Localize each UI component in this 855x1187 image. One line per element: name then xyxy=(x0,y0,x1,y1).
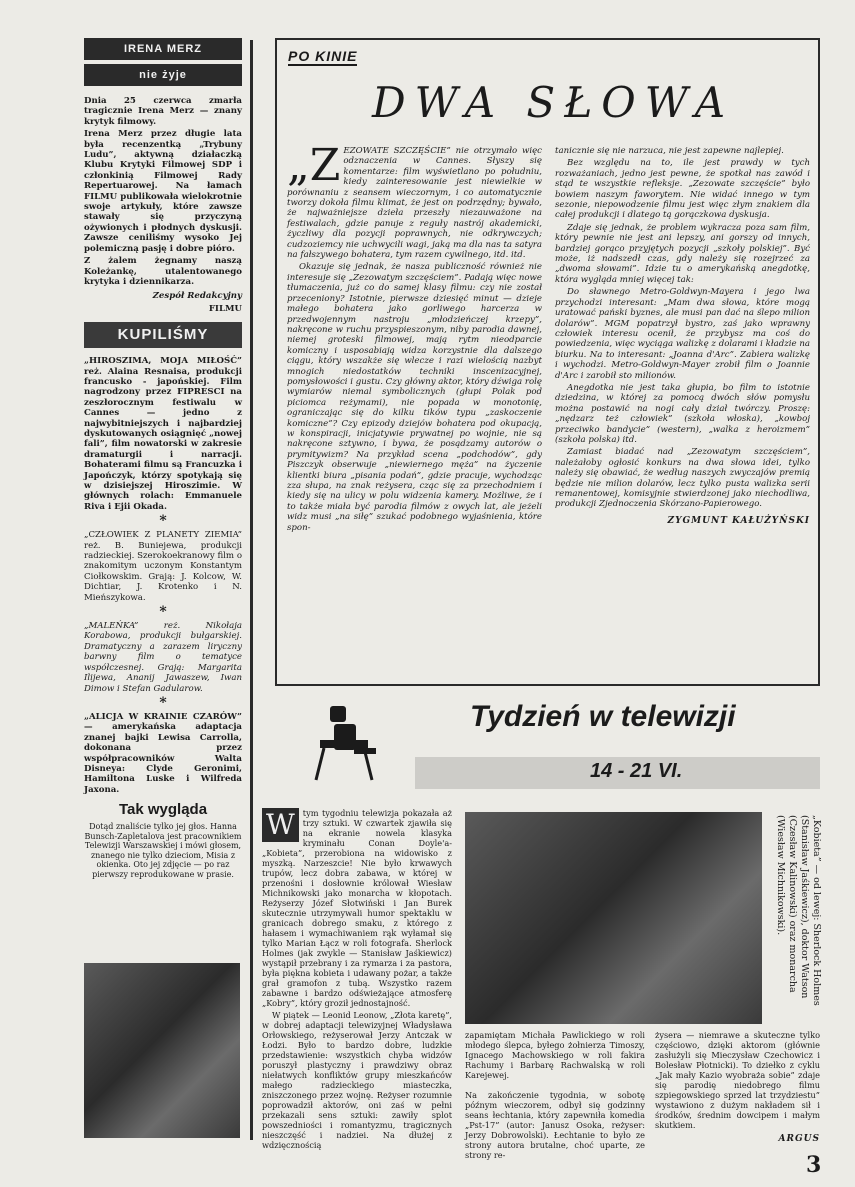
kupilismy-item-1: „HIROSZIMA, MOJA MIŁOŚĆ” reż. Alaina Resnaisa, produkcji francusko - japońskiej. Film nagrodzony przez FIPRESCI na zeszłorocznym festiwalu w Cannes — jedno z najwybitniejszych i najbardziej dyskutowanych osiągnięć „nowej fali”, film nowatorski w zakresie dramaturgii i narracji. Bohaterami filmu są Francuzka i Japończyk, którzy spotykają się w dzisiejszej Hiroszimie. W głównych rolach: Emmanuele Riva i Ejii Okada. xyxy=(84,356,242,512)
irena-subheading: nie żyje xyxy=(84,64,242,86)
article-paragraph xyxy=(287,140,542,261)
irena-sign-1: Zespół Redakcyjny xyxy=(152,291,242,302)
left-column xyxy=(84,38,242,881)
page-number: 3 xyxy=(806,1152,822,1178)
article-kicker: PO KINIE xyxy=(288,48,358,64)
tv-title: Tydzień w telewizji xyxy=(470,700,736,733)
article-col-2 xyxy=(555,146,810,526)
article-paragraph: tanicznie się nie narzuca, nie jest zapewne najlepiej. xyxy=(555,146,784,156)
kupilismy-item-3: „MALEŃKA” reż. Nikołaja Korabowa, produkcji bułgarskiej. Dramatyczny a zarazem liryczny barwny film o tematyce współczesnej. Grają: Margarita Ilijewa, Ananij Jawaszew, Iwan Dimow i Stefan Gadularow. xyxy=(84,621,242,694)
irena-paragraph-2: Irena Merz przez długie lata była recenzentką „Trybuny Ludu”, aktywną działaczką Klubu Krytyki Filmowej SDP i członkinią Filmowej Rady Repertuarowej. Na łamach FILMU publikowała wielokrotnie swoje artykuły, które zawsze stawały się przyczyną ożywionych i płodnych dyskusji. Zawsze ceniliśmy wysoko Jej polemiczną pasję i dobre pióro. xyxy=(84,129,242,254)
kupilismy-heading: KUPILIŚMY xyxy=(84,322,242,348)
tv-paragraph: zapamiętam Michała Pawlickiego w roli młodego ślepca, byłego żołnierza Timoszy, Ignacego Machowskiego w roli fakira Rachumy i Barbarę Rachwalską w roli Karejewej. Na zakończenie tygodnia, w sobotę późnym wieczorem, odbył się godzinny seans łechtania, który zapewniła komedia „Pst-17” (autor: Janusz Osoka, reżyser: Jerzy Dobrowolski). Łechtanie to było ze strony autora brutalne, choć uparte, ze strony re- xyxy=(465,1030,645,1160)
irena-sign-2: FILMU xyxy=(208,303,242,314)
article-paragraph: Zamiast biadać nad „Zezowatym szczęściem”, należałoby ogłosić konkurs na dwa słowa idei, tylko należy się obawiać, że według naszych zwyczajów premią będzie nie milion dolarów, lecz tylko pusta walizka serii remanentowej, komisyjnie stwierdzonej jako niechodliwa, produkcji Zjednoczenia Skórzano-Papierowego. xyxy=(555,447,810,510)
kupilismy-item-4: „ALICJA W KRAINIE CZARÓW” — amerykańska adaptacja znanej bajki Lewisa Carrolla, dokonana przez współpracowników Walta Disneya: Clyde Geronimi, Hamiltona Luske i Wilfreda Jaxona. xyxy=(84,711,242,795)
tv-signature: ARGUS xyxy=(778,1134,820,1144)
article-paragraph: Anegdotka nie jest taka głupia, bo film to istotnie dziedzina, w której za pomocą dwóch słów pomysłu można postawić na nogi cały dział twórczy. Proszę: „nędzarz też człowiek” (szkoła włoska), „kowboj przeciwko bandycie” (western), „walka z heroizmem” (szkoła polska) itd. xyxy=(555,382,810,445)
article-paragraph: Bez względu na to, ile jest prawdy w tych rozważaniach, jedno jest pewne, że spotkał nas zawód i stąd te wszystkie refleksje. „Zezowate szczęście” było bowiem naszym faworytem. Nie widać innego w tym sezonie, niepowodzenie filmu jest więc złym znakiem dla całej produkcji i dlatego tą gorączkowa dyskusja. xyxy=(555,158,810,221)
irena-paragraph-3: Z żalem żegnamy naszą Koleżankę, utalentowanego krytyka i dziennikarza. xyxy=(84,256,242,287)
column-separator xyxy=(250,40,253,1140)
article-title: DWA SŁOWA xyxy=(372,78,735,127)
article-author: ZYGMUNT KAŁUŻYŃSKI xyxy=(667,515,810,526)
star-separator: * xyxy=(159,513,167,530)
tv-paragraph: żysera — niemrawe a skuteczne tylko częściowo, dzięki aktorom (głównie zasłużyli się Mieczysław Czechowicz i Bolesław Płotnicki). To dziełko z cyklu „Jak mały Kazio wyobraża sobie” zdaje się parodię niedobrego filmu szpiegowskiego sprzed lat trzydziestu” wystawiono z dużym nakładem sił i środków, średnim dowcipem i małym skutkiem. xyxy=(655,1030,820,1130)
tv-paragraph xyxy=(262,808,452,1008)
article-paragraph: Do sławnego Metro-Goldwyn-Mayera i jego lwa przychodzi interesant: „Mam dwa słowa, które mogą uratować pański byznes, ale musi pan dać na ślepo milion dolarów”. MGM popatrzył bystro, zaś jako wprawny człowiek interesu ocenił, że przybysz ma coś do powiedzenia, więc wyciąga walizkę z dolarami i kładzie na biurku. Na to interesant: „Joanna d'Arc”. Zabiera walizkę i wychodzi. Metro-Goldwyn-Mayer zrobił film o Joannie d'Arc i zarobił sto milionów. xyxy=(555,287,810,381)
article-text: EZOWATE SZCZĘŚCIE” nie otrzymało więc odznaczenia w Cannes. Słyszy się komentarze: film wyświetlano po południu, kiedy zainteresowanie jest niewielkie w porównaniu z seansem wieczornym, i co automatycznie tworzy dokoła filmu klimat, że jest on podrzędny; bywało, że najważniejsze dzieła przeszły niezauważone na festiwalach, gdzie panuje z reguły nastrój akademicki, życzliwy dla pozycji poprawnych, nie odkrywczych; cudzoziemcy nie uchwycili wagi, jaką ma dla nas ta satyra na fałszywego bohatera, tym razem cywilnego, itd. itd. xyxy=(287,146,542,261)
tv-viewer-icon xyxy=(310,700,390,785)
tv-col-2 xyxy=(465,1030,645,1162)
article-paragraph: Zdaje się jednak, że problem wykracza poza sam film, który pewnie nie jest ani lepszy, ani gorszy od innych, bardziej gorąco przyjętych pozycji „szkoły polskiej”. Być może, iż nadszedł czas, gdy należy się rozejrzeć za „dwoma słowami”. Idzie tu o amerykańską anegdotkę, która wygląda mniej więcej tak: xyxy=(555,222,810,285)
article-paragraph: Okazuje się jednak, że nasza publiczność również nie interesuje się „Zezowatym szczęściem”. Padają więc nowe tłumaczenia, już co do samej klasy filmu: czy nie został przeceniony? Istotnie, pierwsze dziesięć minut — dzieje małego bohatera jako gorliwego harcerza w przedwojennym nastroju „młodzieńczej krzepy”, nakręcone w ruchu przyspieszonym, niby parodia dawnej, niemej groteski filmowej, mają rytm nieodparcie komiczny i usposabiają widza korzystnie dla dalszego ciągu, który wszakże się wlecze i razi wielością nazbyt mnogich niedostatków techniki inscenizacyjnej, pomysłowości i gustu. Czy główny aktor, który dźwiga rolę wymiarów niemal symbolicznych (głupi Polak pod piciomca reżymami), nie popada w monotonię, ograniczając się do kilku tików typu „zaskoczenie komiczne”? Czy epizody dziejów bohatera pod okupacją, w konspiracji, inicjatywie prywatnej po wojnie, nie są nakręcone sztywno, i bywa, że posądzamy autorów o prymitywizm? Na przykład scena „podchodów”, gdy Piszczyk obserwuje „niewiernego męża” na życzenie klientki biura „pisania podań”, gdzie pracuje, wychodząc zza słupa, na znak reżysera, cząc się za przechodniem i kiedy się na ulicy w polu widzenia kamery. Możliwe, że i to także miała być parodia filmów z owych lat, ale jeżeli widz musi „na siłę” szukać podobnego wyjaśnienia, które spon- xyxy=(287,262,543,533)
tak-text: Dotąd znaliście tylko jej głos. Hanna Bunsch-Zapletalova jest pracownikiem Telewizji Warszawskiej i mówi głosem, znanego nie tylko dzieciom, Misia z okienka. Oto jej zdjęcie — po raz pierwszy reprodukowane w prasie. xyxy=(84,822,242,879)
irena-heading: IRENA MERZ xyxy=(84,38,242,60)
kupilismy-item-2: „CZŁOWIEK Z PLANETY ZIEMIA” reż. B. Buniejewa, produkcji radzieckiej. Szerokoekranowy film o znakomitym uczonym Konstantym Ciołkowskim. Grają: J. Kolcow, W. Dichtiar, J. Krotenko i N. Mieńszykowa. xyxy=(84,530,242,603)
tv-photo-caption: „Kobieta” — od lewej: Sherlock Holmes (Stanisław Jaśkiewicz), doktor Watson (Czesław Kalinowski) oraz monarcha (Wiesław Michnikowski). xyxy=(775,815,822,1006)
irena-paragraph-1: Dnia 25 czerwca zmarła tragicznie Irena Merz — znany krytyk filmowy. xyxy=(84,96,242,127)
tak-heading: Tak wygląda xyxy=(118,801,208,819)
portrait-photo xyxy=(84,963,240,1138)
tv-col-3 xyxy=(655,1030,820,1144)
star-separator: * xyxy=(159,604,167,621)
tv-text: tym tygodniu telewizja pokazała aż trzy sztuki. W czwartek zjawiła się na ekranie nowela klasyka kryminału Conan Doyle'a-„Kobieta”, przerobiona na widowisko z myszką. Narzeszcie! Nie było krwawych trupów, lecz dobra zabawa, w której w przenośni i dosłownie królował Wiesław Michnikowski jako monarcha w kłopotach. Reżyserzy Józef Słotwiński i Jan Burek skutecznie utrzymywali humor spektaklu w granicach dobrego smaku, z którego z hałasem i wymachiwaniem rąk wyłamał się tylko Marian Łącz w roli fotografa. Sherlock Holmes (jak zwykle — Stanisław Jaśkiewicz) wystąpił przebrany i za rymarza i za pastora, była piękna kobieta i udawany pożar, a także grał gramofon z tubą. Wszystko razem zabawne i bardzo odświeżające atmosferę „Kobry”, który groził jednostajność. xyxy=(262,808,452,1008)
article-col-1 xyxy=(287,140,543,535)
tv-paragraph: W piątek — Leonid Leonow, „Złota karetę”, w dobrej adaptacji telewizyjnej Władysława Orłowskiego, reżyserował Jerzy Antczak w Łodzi. Było to bardzo dobre, ludzkie przedstawienie: wszystkich chyba widzów poruszył plastyczny i prawdziwy obraz niełatwych konfliktów grupy mieszkańców małego radzieckiego miasteczka, zniszczonego przez wojnę. Reżyser rozumnie poprowadził aktorów, oni zaś w pełni przekazali sens sztuki: zawiły splot powszedniości i romantyzmu, tragicznych nieszczęść i nadziei. Na dłużej z wdzięcznością xyxy=(262,1010,452,1150)
tv-dates: 14 - 21 VI. xyxy=(590,760,683,782)
star-separator: * xyxy=(159,694,167,711)
tv-col-1 xyxy=(262,808,452,1152)
drop-cap: „Z xyxy=(287,140,341,191)
drop-cap: W xyxy=(262,808,299,842)
tv-scene-photo xyxy=(465,812,762,1024)
